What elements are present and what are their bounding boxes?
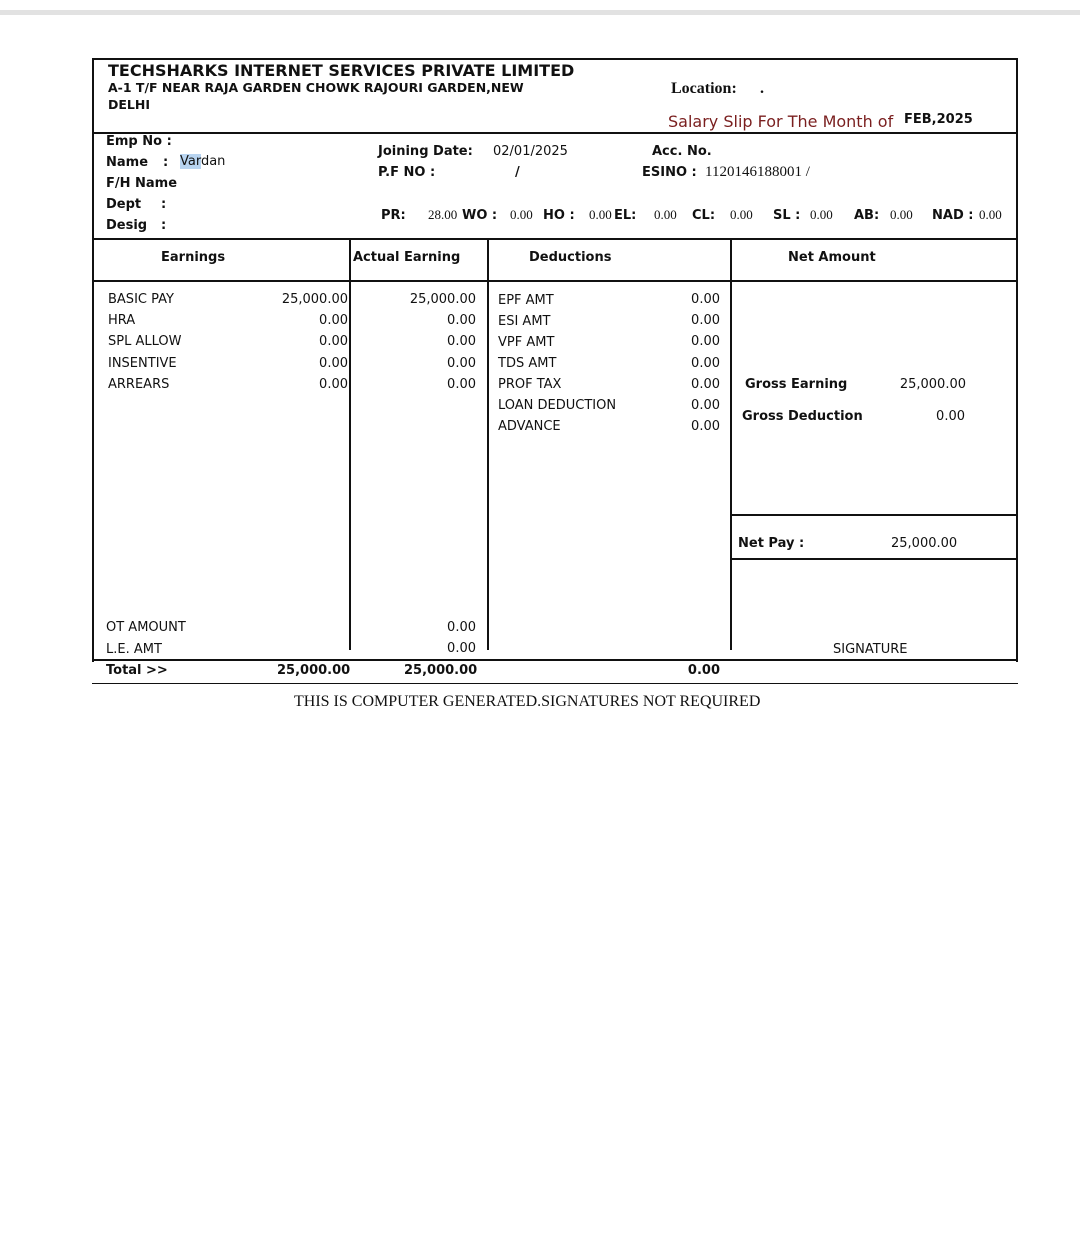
column-header-divider: [92, 280, 1018, 282]
attendance-ab-label: AB:: [854, 208, 880, 223]
total-label: Total >>: [106, 663, 168, 678]
deduction-label: ADVANCE: [498, 419, 561, 434]
dept-colon: :: [161, 197, 167, 212]
net-pay-label: Net Pay :: [738, 536, 805, 551]
earning-actual: 0.00: [447, 334, 476, 349]
deduction-value: 0.00: [691, 292, 720, 307]
location-label: Location:: [671, 80, 737, 97]
attendance-ho-value: 0.00: [589, 207, 612, 222]
attendance-sl-value: 0.00: [810, 207, 833, 222]
signature-label: SIGNATURE: [833, 642, 908, 657]
location-value: .: [760, 80, 764, 97]
col-divider-2: [487, 238, 489, 650]
deduction-value: 0.00: [691, 419, 720, 434]
net-pay-top-line: [730, 514, 1018, 516]
deduction-label: PROF TAX: [498, 377, 562, 392]
attendance-ab-value: 0.00: [890, 207, 913, 222]
gross-earning-value: 25,000.00: [899, 377, 966, 392]
employee-divider: [92, 238, 1018, 240]
gross-deduction-label: Gross Deduction: [742, 409, 863, 424]
frame-left: [92, 58, 94, 662]
earning-rate: 0.00: [319, 334, 348, 349]
extra-label: OT AMOUNT: [106, 620, 186, 635]
deduction-value: 0.00: [691, 377, 720, 392]
net-pay-bottom-line: [730, 558, 1018, 560]
acc-no-label: Acc. No.: [652, 144, 712, 159]
name-colon: :: [163, 155, 169, 170]
esino-value: 1120146188001 /: [705, 164, 810, 180]
attendance-el-value: 0.00: [654, 207, 677, 222]
attendance-cl-value: 0.00: [730, 207, 753, 222]
extra-value: 0.00: [447, 620, 476, 635]
col-header-actual-earning: Actual Earning: [353, 250, 461, 265]
earning-label: BASIC PAY: [108, 292, 174, 307]
deduction-label: VPF AMT: [498, 335, 555, 350]
esino-label: ESINO :: [642, 165, 697, 180]
total-deductions: 0.00: [687, 663, 720, 678]
totals-top-line: [92, 659, 1018, 661]
desig-label: Desig: [106, 218, 148, 233]
attendance-nad-value: 0.00: [979, 207, 1002, 222]
pf-no-label: P.F NO :: [378, 165, 436, 180]
attendance-el-label: EL:: [614, 208, 637, 223]
employee-name-selected[interactable]: Var: [180, 154, 201, 169]
desig-colon: :: [161, 218, 167, 233]
extra-value: 0.00: [447, 641, 476, 656]
earning-label: ARREARS: [108, 377, 170, 392]
earning-actual: 0.00: [447, 356, 476, 371]
earning-label: INSENTIVE: [108, 356, 177, 371]
deduction-label: EPF AMT: [498, 293, 554, 308]
deduction-label: TDS AMT: [498, 356, 557, 371]
attendance-wo-value: 0.00: [510, 207, 533, 222]
deduction-value: 0.00: [691, 398, 720, 413]
employee-name: [180, 154, 225, 169]
frame-top: [92, 58, 1018, 60]
pf-no-value: /: [515, 165, 520, 180]
total-actual: 25,000.00: [404, 663, 478, 678]
earning-actual: 25,000.00: [409, 292, 476, 307]
company-address-line1: A-1 T/F NEAR RAJA GARDEN CHOWK RAJOURI GARDEN,NEW: [108, 80, 524, 95]
attendance-pr-label: PR:: [381, 208, 406, 223]
col-divider-3: [730, 238, 732, 650]
fh-name-label: F/H Name: [106, 176, 178, 191]
earning-rate: 25,000.00: [281, 292, 348, 307]
attendance-pr-value: 28.00: [428, 207, 458, 222]
gross-earning-label: Gross Earning: [745, 377, 848, 392]
earning-rate: 0.00: [319, 313, 348, 328]
emp-no-label: Emp No :: [106, 134, 172, 149]
col-header-net-amount: Net Amount: [788, 250, 876, 265]
col-header-earnings: Earnings: [161, 250, 226, 265]
viewer-top-bar: [0, 10, 1080, 15]
joining-date-label: Joining Date:: [378, 144, 473, 159]
joining-date-value: 02/01/2025: [493, 144, 568, 159]
employee-name-rest: dan: [200, 154, 226, 169]
net-pay-value: 25,000.00: [891, 536, 958, 551]
header-divider: [92, 132, 1018, 134]
earning-label: SPL ALLOW: [108, 334, 182, 349]
totals-bottom-line: [92, 683, 1018, 684]
attendance-nad-label: NAD :: [932, 208, 974, 223]
deduction-value: 0.00: [691, 313, 720, 328]
company-address-line2: DELHI: [108, 97, 150, 112]
earning-actual: 0.00: [447, 313, 476, 328]
company-name: TECHSHARKS INTERNET SERVICES PRIVATE LIMITED: [108, 61, 575, 80]
attendance-cl-label: CL:: [692, 208, 716, 223]
extra-label: L.E. AMT: [106, 642, 162, 657]
deduction-label: LOAN DEDUCTION: [498, 398, 617, 413]
deduction-label: ESI AMT: [498, 314, 551, 329]
attendance-sl-label: SL :: [773, 208, 801, 223]
earning-rate: 0.00: [319, 356, 348, 371]
frame-right: [1016, 58, 1018, 662]
attendance-wo-label: WO :: [462, 208, 498, 223]
col-divider-1: [349, 238, 351, 650]
slip-month: FEB,2025: [904, 112, 973, 127]
slip-title: Salary Slip For The Month of: [668, 112, 894, 131]
earning-rate: 0.00: [319, 377, 348, 392]
deduction-value: 0.00: [691, 356, 720, 371]
footer-note: THIS IS COMPUTER GENERATED.SIGNATURES NOT REQUIRED: [294, 693, 761, 710]
col-header-deductions: Deductions: [529, 250, 612, 265]
gross-deduction-value: 0.00: [936, 409, 965, 424]
earning-label: HRA: [108, 313, 136, 328]
deduction-value: 0.00: [691, 334, 720, 349]
total-rate: 25,000.00: [277, 663, 351, 678]
name-label: Name: [106, 155, 149, 170]
dept-label: Dept: [106, 197, 142, 212]
attendance-ho-label: HO :: [543, 208, 575, 223]
earning-actual: 0.00: [447, 377, 476, 392]
